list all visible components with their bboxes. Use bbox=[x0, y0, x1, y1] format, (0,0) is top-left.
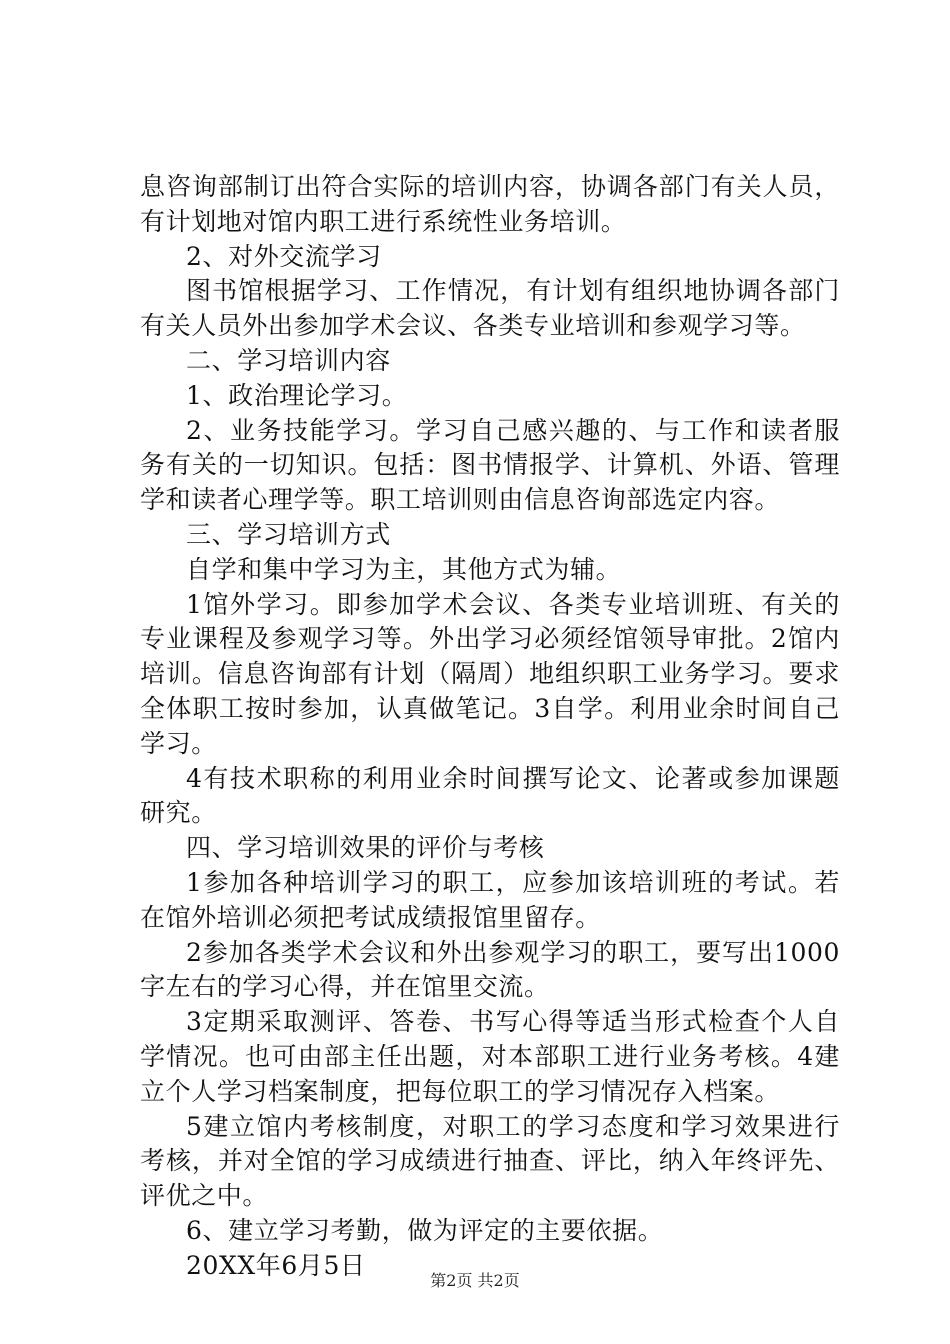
paragraph: 1参加各种培训学习的职工，应参加该培训班的考试。若在馆外培训必须把考试成绩报馆里留存。 bbox=[140, 867, 840, 932]
paragraph: 5建立馆内考核制度，对职工的学习态度和学习效果进行考核，并对全馆的学习成绩进行抽查、评比，纳入年终评先、评优之中。 bbox=[140, 1111, 840, 1211]
paragraph: 息咨询部制订出符合实际的培训内容，协调各部门有关人员，有计划地对馆内职工进行系统性业务培训。 bbox=[140, 172, 840, 236]
paragraph: 四、学习培训效果的评价与考核 bbox=[186, 833, 545, 863]
paragraph: 自学和集中学习为主，其他方式为辅。 bbox=[186, 554, 622, 584]
paragraph: 三、学习培训方式 bbox=[186, 519, 391, 549]
paragraph: 2、业务技能学习。学习自己感兴趣的、与工作和读者服务有关的一切知识。包括：图书情报学、计算机、外语、管理学和读者心理学等。职工培训则由信息咨询部选定内容。 bbox=[140, 415, 840, 515]
paragraph: 二、学习培训内容 bbox=[186, 345, 391, 375]
document-body bbox=[140, 170, 840, 1284]
paragraph: 2参加各类学术会议和外出参观学习的职工，要写出1000字左右的学习心得，并在馆里交流。 bbox=[140, 937, 840, 1002]
page-footer: 第2页 共2页 bbox=[430, 1271, 520, 1290]
paragraph: 1、政治理论学习。 bbox=[186, 380, 408, 410]
paragraph: 3定期采取测评、答卷、书写心得等适当形式检查个人自学情况。也可由部主任出题，对本部职工进行业务考核。4建立个人学习档案制度，把每位职工的学习情况存入档案。 bbox=[140, 1007, 840, 1106]
paragraph: 4有技术职称的利用业余时间撰写论文、论著或参加课题研究。 bbox=[140, 763, 840, 828]
paragraph: 20XX年6月5日 bbox=[186, 1250, 366, 1280]
paragraph: 6、建立学习考勤，做为评定的主要依据。 bbox=[186, 1215, 664, 1245]
paragraph: 1馆外学习。即参加学术会议、各类专业培训班、有关的专业课程及参观学习等。外出学习必须经馆领导审批。2馆内培训。信息咨询部有计划（隔周）地组织职工业务学习。要求全体职工按时参加，认真做笔记。3自学。利用业余时间自己学习。 bbox=[140, 589, 840, 758]
paragraph: 图书馆根据学习、工作情况，有计划有组织地协调各部门有关人员外出参加学术会议、各类专业培训和参观学习等。 bbox=[140, 276, 840, 341]
paragraph: 2、对外交流学习 bbox=[186, 241, 382, 271]
